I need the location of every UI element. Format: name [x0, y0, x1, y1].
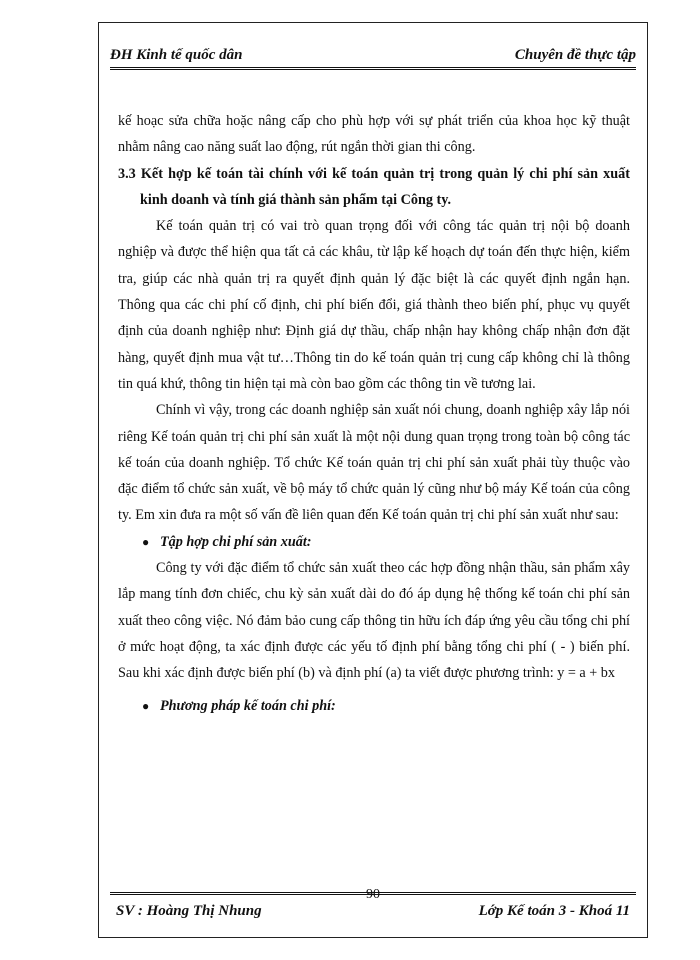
section-heading: 3.3 Kết hợp kế toán tài chính với kế toán quản trị trong quản lý chi phí sản xuất kinh doanh và tính giá thành sản phẩm tại Công ty.	[118, 165, 630, 208]
bullet-text: Tập hợp chi phí sản xuất:	[160, 533, 312, 550]
paragraph: Công ty với đặc điểm tổ chức sản xuất theo các hợp đồng nhận thầu, sản phẩm xây lắp mang tính đơn chiếc, chu kỳ sản xuất dài do đó áp dụng hệ thống kế toán chi phí sản xuất theo công việc. Nó đảm bảo cung cấp thông tin hữu ích đáp ứng yêu cầu tổng chi phí ở mức hoạt động, ta xác định được các yếu tố định phí bằng tổng chi phí ( - ) biến phí. Sau khi xác định được biến phí (b) và định phí (a) ta viết được phương trình: y = a + bx	[118, 560, 630, 682]
paragraph: Chính vì vậy, trong các doanh nghiệp sản xuất nói chung, doanh nghiệp xây lắp nói riêng Kế toán quản trị chi phí sản xuất là một nội dung quan trọng trong toàn bộ công tác kế toán của doanh nghiệp. Tổ chức Kế toán quản trị chi phí sản xuất phải tùy thuộc vào đặc điểm tổ chức sản xuất, về bộ máy tổ chức quản lý cũng như bộ máy Kế toán của công ty. Em xin đưa ra một số vấn đề liên quan đến Kế toán quản trị chi phí sản xuất như sau:	[118, 402, 630, 524]
document-body	[118, 108, 630, 719]
footer-class: Lớp Kế toán 3 - Khoá 11	[478, 903, 630, 919]
page-header	[110, 38, 636, 70]
paragraph: Kế toán quản trị có vai trò quan trọng đối với công tác quản trị nội bộ doanh nghiệp và được thể hiện qua tất cả các khâu, từ lập kế hoạch dự toán đến thực hiện, kiểm tra, giúp các nhà quản trị ra quyết định quản lý đặc biệt là các quyết định ngắn hạn. Thông qua các chi phí cố định, chi phí biến đổi, giá thành theo biến phí, phục vụ quyết định của doanh nghiệp như: Định giá dự thầu, chấp nhận hay không chấp nhận đơn đặt hàng, quyết định mua vật tư…Thông tin do kế toán quản trị cung cấp không chỉ là thông tin quá khứ, thông tin hiện tại mà còn bao gồm các thông tin về tương lai.	[118, 218, 630, 392]
bullet-text: Phương pháp kế toán chi phí:	[160, 697, 336, 714]
bullet-item	[118, 529, 630, 555]
bullet-dot-icon: ●	[142, 534, 150, 549]
header-report-type: Chuyên đề thực tập	[514, 47, 636, 63]
header-university: ĐH Kinh tế quốc dân	[110, 47, 243, 63]
paragraph-continued: kế hoạc sửa chữa hoặc nâng cấp cho phù hợp với sự phát triển của khoa học kỹ thuật nhằm nâng cao năng suất lao động, rút ngắn thời gian thi công.	[118, 113, 630, 156]
page-footer	[110, 887, 636, 925]
bullet-item	[118, 693, 630, 719]
footer-student: SV : Hoàng Thị Nhung	[116, 903, 262, 919]
bullet-dot-icon: ●	[142, 698, 150, 713]
page-number: 90	[366, 887, 380, 902]
